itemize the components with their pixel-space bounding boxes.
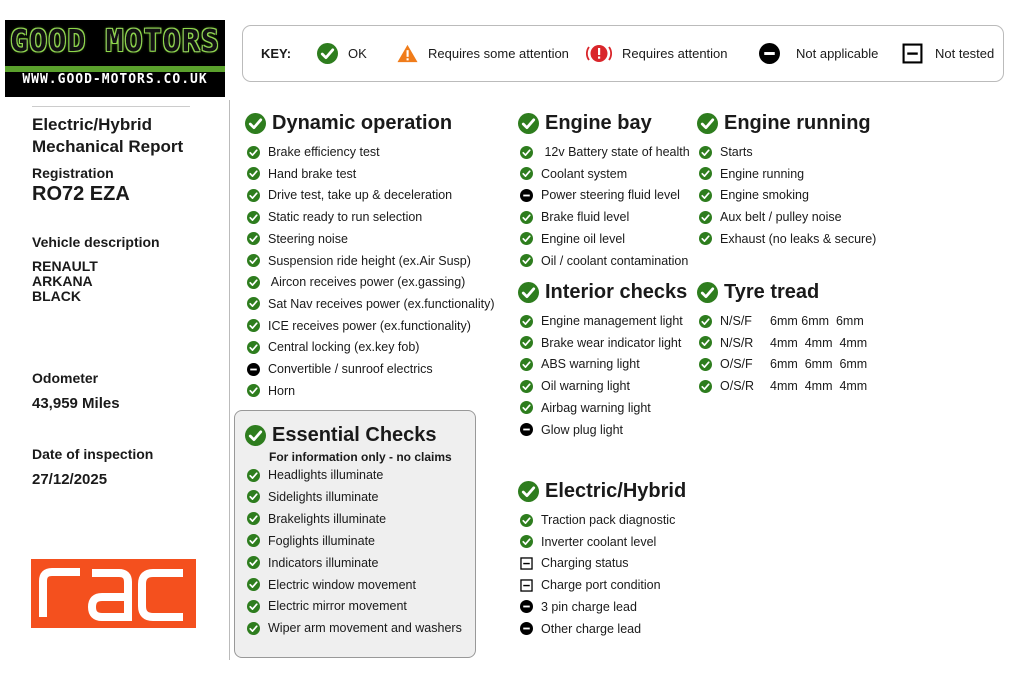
check-item [699, 207, 842, 227]
check-item [520, 354, 640, 374]
check-item [520, 510, 675, 530]
check-item-label: Brakelights illuminate [268, 511, 387, 526]
essential-checks-section [245, 424, 462, 636]
check-item [520, 553, 629, 573]
check-item [247, 294, 494, 314]
check-item [247, 553, 378, 573]
check-item [520, 185, 680, 205]
ok-check-icon [520, 535, 533, 548]
check-item [247, 272, 465, 292]
odometer-value: 43,959 Miles [32, 395, 120, 412]
dynamic-operation-section [245, 112, 495, 398]
not-applicable-icon [520, 189, 533, 202]
check-item-label: Inverter coolant level [541, 534, 657, 549]
check-item [247, 509, 386, 529]
check-item-label: Brake wear indicator light [541, 335, 682, 350]
check-item-label: Oil / coolant contamination [541, 253, 689, 268]
date-value: 27/12/2025 [32, 471, 108, 488]
check-item [699, 142, 753, 162]
report-title-line2: Mechanical Report [32, 137, 184, 156]
check-item [520, 311, 683, 331]
not-applicable-icon [759, 43, 780, 64]
vehicle-description [32, 259, 98, 304]
ok-check-icon [247, 490, 260, 503]
check-item-label: Charging status [541, 556, 629, 571]
section-title [245, 112, 452, 135]
ok-check-icon [247, 469, 260, 482]
tyre-depths: 6mm 6mm 6mm [770, 357, 868, 372]
check-item-label: Coolant system [541, 166, 628, 181]
check-item [247, 185, 452, 205]
check-item [520, 398, 651, 418]
vehicle-make: RENAULT [32, 258, 98, 274]
check-item-label: Electric window movement [268, 577, 416, 592]
key-ok-label: OK [348, 46, 367, 61]
tyre-position: N/S/F [720, 314, 752, 328]
tyre-tread-section [697, 281, 868, 394]
ok-check-icon [520, 167, 533, 180]
header-rule [32, 106, 190, 107]
check-item [699, 229, 876, 249]
check-item [699, 311, 864, 331]
ok-check-icon [520, 514, 533, 527]
check-item [520, 575, 661, 595]
check-item-label: Aircon receives power (ex.gassing) [268, 275, 466, 290]
check-item-label: Electric mirror movement [268, 599, 407, 614]
check-item [247, 465, 383, 485]
check-item-label: Foglights illuminate [268, 533, 375, 548]
check-item [247, 164, 356, 184]
ok-check-icon [699, 336, 712, 349]
check-item [520, 532, 656, 552]
check-item-label: Suspension ride height (ex.Air Susp) [268, 253, 471, 268]
check-item [699, 354, 867, 374]
check-item [520, 619, 641, 639]
check-item [520, 420, 623, 440]
key-nt-label: Not tested [935, 46, 995, 61]
section-title [518, 281, 687, 304]
not-tested-icon [902, 43, 923, 64]
check-item [520, 207, 629, 227]
ok-check-icon [247, 146, 260, 159]
key-na-label: Not applicable [796, 46, 879, 61]
check-item [520, 333, 681, 353]
ok-check-icon [247, 232, 260, 245]
ok-check-icon [699, 211, 712, 224]
ok-check-icon [699, 146, 712, 159]
check-item [520, 376, 630, 396]
ok-check-icon [520, 146, 533, 159]
check-item [247, 359, 433, 379]
vehicle-colour: BLACK [32, 288, 81, 304]
check-item [247, 596, 407, 616]
check-item-label: 12v Battery state of health [541, 145, 690, 159]
ok-check-icon [247, 512, 260, 525]
check-item-label: Drive test, take up & deceleration [268, 188, 453, 203]
ok-check-icon [247, 384, 260, 397]
check-item-label: Static ready to run selection [268, 210, 423, 225]
key-nt [902, 26, 994, 81]
check-item-label: Engine smoking [720, 188, 809, 203]
logo-brand-text: GOOD MOTORS [10, 24, 220, 59]
ok-check-icon [518, 113, 539, 134]
ok-check-icon [520, 336, 533, 349]
section-title [518, 480, 686, 503]
ok-check-icon [247, 556, 260, 569]
rac-logo [31, 559, 196, 628]
report-title [32, 114, 222, 158]
ok-check-icon [699, 232, 712, 245]
check-item-label: ABS warning light [541, 357, 640, 372]
check-item [520, 142, 690, 162]
section-title-text: Engine running [724, 112, 871, 134]
key-alert-label: Requires attention [622, 46, 728, 61]
registration-label: Registration [32, 165, 114, 181]
check-item-label: Power steering fluid level [541, 188, 680, 203]
ok-check-icon [697, 113, 718, 134]
section-title-text: Tyre tread [724, 281, 820, 303]
ok-check-icon [245, 113, 266, 134]
check-item-label: Central locking (ex.key fob) [268, 340, 420, 355]
ok-check-icon [520, 232, 533, 245]
key-na [759, 26, 878, 81]
check-item [247, 316, 471, 336]
warning-triangle-icon [397, 43, 418, 64]
check-item [247, 251, 471, 271]
check-item-label: Glow plug light [541, 422, 623, 437]
ok-check-icon [518, 481, 539, 502]
check-item-label: Sat Nav receives power (ex.functionality) [268, 296, 495, 311]
check-item [520, 229, 625, 249]
check-item-label: Brake fluid level [541, 210, 630, 225]
check-item-label: Aux belt / pulley noise [720, 210, 842, 225]
key-warning [397, 26, 569, 81]
ok-check-icon [520, 315, 533, 328]
check-item [247, 337, 419, 357]
report-title-line1: Electric/Hybrid [32, 115, 152, 134]
vehicle-label: Vehicle description [32, 234, 160, 250]
ok-check-icon [247, 319, 260, 332]
check-item-label: Brake efficiency test [268, 145, 380, 159]
ok-check-icon [697, 282, 718, 303]
section-title [697, 112, 871, 135]
check-item [699, 185, 809, 205]
key-alert [586, 26, 728, 81]
key-title: KEY: [261, 46, 292, 61]
not-applicable-icon [520, 622, 533, 635]
ok-check-icon [247, 534, 260, 547]
panel-divider [229, 100, 230, 660]
ok-check-icon [247, 254, 260, 267]
key-warning-label: Requires some attention [428, 46, 569, 61]
not-applicable-icon [247, 363, 260, 376]
ok-check-icon [699, 380, 712, 393]
ok-check-icon [518, 282, 539, 303]
section-title [518, 112, 652, 135]
not-applicable-icon [520, 423, 533, 436]
check-item-label: Horn [268, 383, 296, 398]
key-legend [242, 25, 1004, 82]
essential-checks-subtitle: For information only - no claims [269, 450, 452, 464]
check-item [699, 164, 804, 184]
rac-logo-mark [31, 559, 196, 628]
ok-check-icon [247, 167, 260, 180]
ok-check-icon [520, 254, 533, 267]
tyre-position: O/S/R [720, 379, 755, 394]
tyre-position: N/S/R [720, 335, 754, 350]
check-item-label: Wiper arm movement and washers [268, 621, 462, 636]
check-item [247, 575, 416, 595]
ok-check-icon [317, 43, 338, 64]
ok-check-icon [520, 358, 533, 371]
ok-check-icon [247, 600, 260, 613]
check-item-label: Oil warning light [541, 379, 630, 394]
ok-check-icon [520, 401, 533, 414]
check-item [247, 207, 422, 227]
ok-check-icon [247, 341, 260, 354]
section-title-text: Dynamic operation [272, 112, 453, 134]
ok-check-icon [247, 189, 260, 202]
check-item-label: Engine oil level [541, 231, 626, 246]
tyre-depths: 4mm 4mm 4mm [770, 335, 868, 350]
check-item-label: Airbag warning light [541, 400, 651, 415]
engine-running-section [697, 112, 877, 246]
check-item-label: Indicators illuminate [268, 555, 379, 570]
ok-check-icon [247, 297, 260, 310]
check-item-label: Headlights illuminate [268, 468, 384, 482]
check-item-label: Convertible / sunroof electrics [268, 362, 433, 376]
check-item-label: Charge port condition [541, 578, 661, 593]
check-item-label: 3 pin charge lead [541, 599, 637, 614]
vehicle-model: ARKANA [32, 273, 93, 289]
engine-bay-section [518, 112, 690, 268]
section-title-text: Interior checks [545, 281, 688, 303]
ok-check-icon [699, 189, 712, 202]
good-motors-logo [5, 20, 225, 97]
not-tested-icon [520, 579, 533, 592]
check-item [247, 618, 462, 638]
check-item [699, 376, 867, 396]
check-item [247, 531, 375, 551]
registration-value: RO72 EZA [32, 183, 130, 205]
section-title-text: Essential Checks [272, 424, 437, 446]
tyre-position: O/S/F [720, 357, 753, 372]
section-title-text: Electric/Hybrid [545, 480, 687, 502]
electric-hybrid-section [518, 480, 687, 636]
ok-check-icon [247, 578, 260, 591]
tyre-depths: 4mm 4mm 4mm [770, 379, 868, 394]
logo-url: WWW.GOOD-MOTORS.CO.UK [22, 72, 208, 87]
check-item [247, 381, 295, 401]
check-item [520, 164, 627, 184]
check-item-label: Other charge lead [541, 621, 642, 636]
ok-check-icon [520, 380, 533, 393]
check-item [247, 229, 348, 249]
ok-check-icon [699, 358, 712, 371]
check-item-label: Traction pack diagnostic [541, 513, 676, 527]
section-title [245, 424, 437, 447]
ok-check-icon [247, 276, 260, 289]
section-title [697, 281, 819, 304]
date-label: Date of inspection [32, 446, 154, 462]
alert-circle-icon [586, 43, 612, 64]
not-applicable-icon [520, 600, 533, 613]
not-tested-icon [520, 557, 533, 570]
check-item-label: Sidelights illuminate [268, 489, 379, 504]
odometer-label: Odometer [32, 370, 99, 386]
ok-check-icon [699, 315, 712, 328]
check-item-label: Engine management light [541, 314, 683, 328]
tyre-depths: 6mm 6mm 6mm [770, 314, 864, 328]
ok-check-icon [245, 425, 266, 446]
check-item-label: Engine running [720, 166, 805, 181]
ok-check-icon [520, 211, 533, 224]
ok-check-icon [247, 622, 260, 635]
check-item-label: Exhaust (no leaks & secure) [720, 231, 877, 246]
ok-check-icon [247, 211, 260, 224]
check-item-label: ICE receives power (ex.functionality) [268, 318, 471, 333]
check-item [520, 597, 637, 617]
check-item [247, 487, 378, 507]
check-item [247, 142, 380, 162]
check-item-label: Steering noise [268, 231, 348, 246]
check-item [520, 251, 688, 271]
key-ok [317, 26, 367, 81]
interior-checks-section [518, 281, 688, 437]
check-item-label: Starts [720, 145, 753, 159]
section-title-text: Engine bay [545, 112, 652, 134]
check-item [699, 333, 867, 353]
check-item-label: Hand brake test [268, 166, 357, 181]
ok-check-icon [699, 167, 712, 180]
